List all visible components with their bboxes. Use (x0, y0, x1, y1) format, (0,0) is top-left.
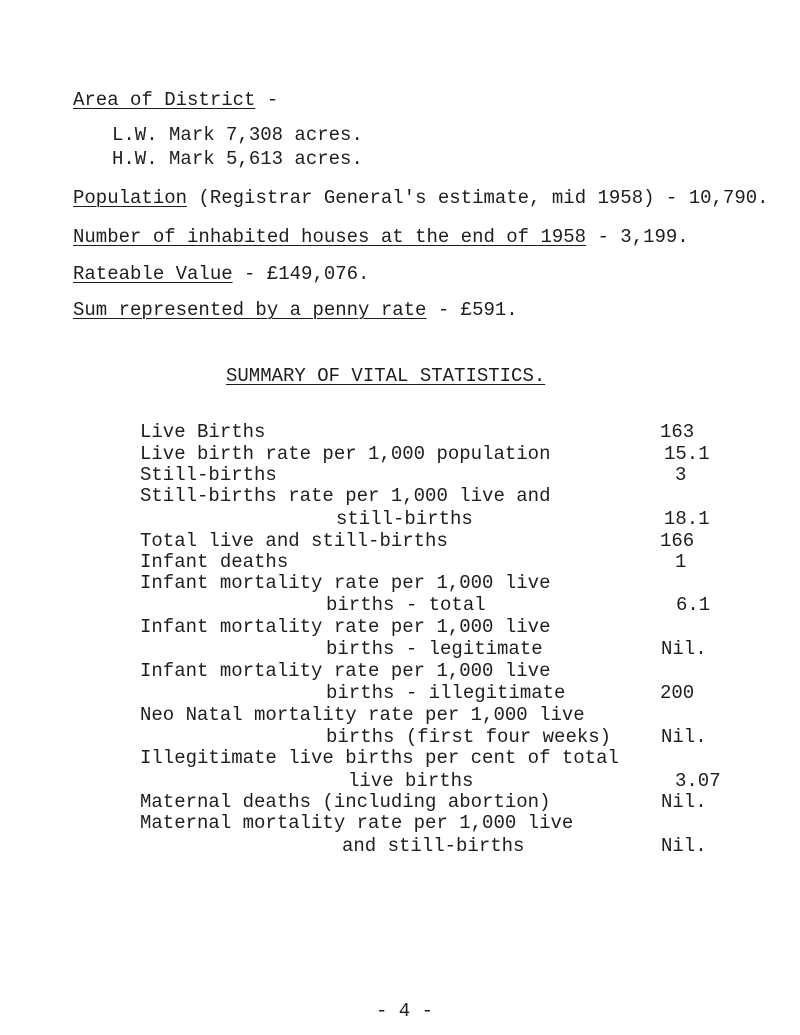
stat-value: 3 (675, 464, 687, 486)
stat-label-continued: births - illegitimate (326, 682, 566, 704)
houses-label: Number of inhabited houses at the end of 1958 (73, 226, 587, 248)
population-label: Population (73, 187, 188, 209)
penny-label: Sum represented by a penny rate (73, 299, 427, 321)
stat-value: Nil. (661, 791, 707, 813)
stat-label-continued: births (first four weeks) (326, 726, 612, 748)
stat-label: Infant deaths (140, 551, 289, 573)
stat-label-continued: births - legitimate (326, 638, 543, 660)
stat-value: Nil. (661, 726, 707, 748)
rateable-text: - £149,076. (232, 263, 370, 285)
stat-value: Nil. (661, 835, 707, 857)
stat-label: Still-births rate per 1,000 live and (140, 485, 551, 507)
stat-label: Still-births (140, 464, 277, 486)
hw-mark-line: H.W. Mark 5,613 acres. (112, 148, 363, 170)
stat-label: Infant mortality rate per 1,000 live (140, 572, 551, 594)
population-text: (Registrar General's estimate, mid 1958) - 10,790. (187, 187, 769, 209)
lw-mark-line: L.W. Mark 7,308 acres. (112, 124, 363, 146)
stat-value: 6.1 (676, 594, 711, 616)
stat-label: Live birth rate per 1,000 population (140, 443, 551, 465)
stat-value: 200 (660, 682, 695, 704)
summary-title: SUMMARY OF VITAL STATISTICS. (226, 365, 546, 387)
stat-value: 18.1 (664, 508, 710, 530)
stat-label-continued: and still-births (342, 835, 525, 857)
stat-value: 163 (660, 421, 695, 443)
stat-value: 15.1 (664, 443, 710, 465)
stat-label: Maternal deaths (including abortion) (140, 791, 551, 813)
stat-label-continued: still-births (336, 508, 473, 530)
stat-value: Nil. (661, 638, 707, 660)
stat-value: 166 (660, 530, 695, 552)
stat-value: 1 (675, 551, 687, 573)
stat-label: Neo Natal mortality rate per 1,000 live (140, 704, 585, 726)
stat-label: Live Births (140, 421, 266, 443)
stat-label-continued: births - total (326, 594, 486, 616)
page-number: - 4 - (376, 1000, 434, 1022)
houses-text: - 3,199. (586, 226, 689, 248)
area-title-suffix: - (255, 89, 279, 111)
stat-label: Infant mortality rate per 1,000 live (140, 660, 551, 682)
stat-label: Maternal mortality rate per 1,000 live (140, 812, 574, 834)
stat-label: Total live and still-births (140, 530, 448, 552)
stat-value: 3.07 (675, 770, 721, 792)
stat-label: Infant mortality rate per 1,000 live (140, 616, 551, 638)
penny-text: - £591. (426, 299, 518, 321)
stat-label-continued: live births (348, 770, 474, 792)
area-title: Area of District (73, 89, 256, 111)
stat-label: Illegitimate live births per cent of total (140, 747, 619, 769)
rateable-label: Rateable Value (73, 263, 233, 285)
